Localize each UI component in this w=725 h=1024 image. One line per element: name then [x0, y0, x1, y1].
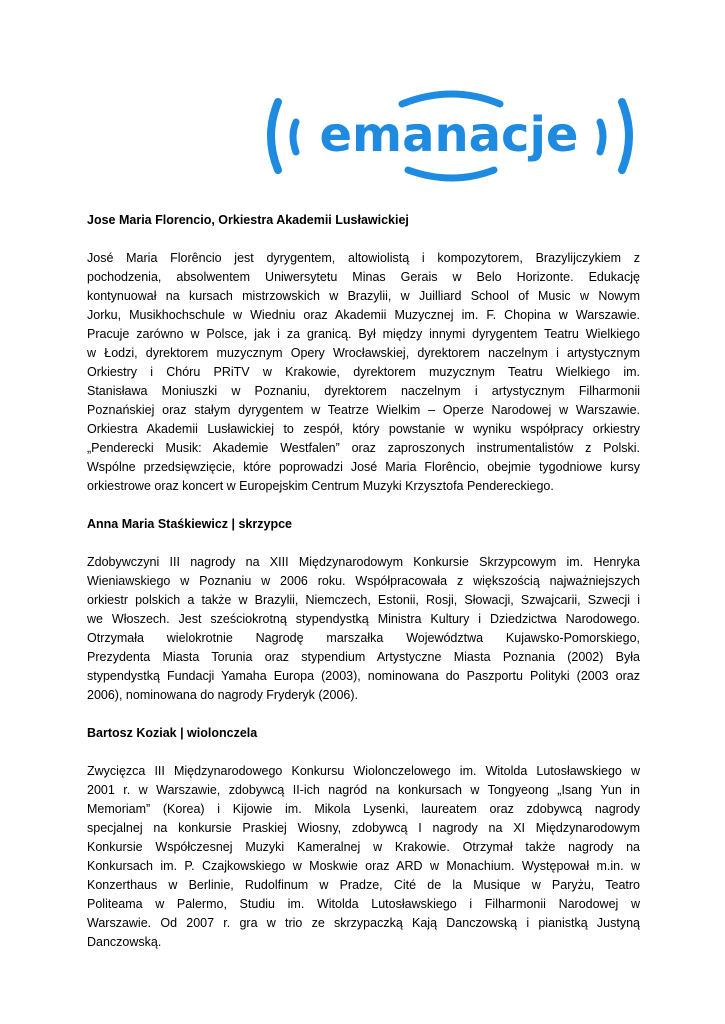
paragraph-line: „Penderecki Musik: Akademie Westfalen” oraz zaproszonych instrumentalistów z Polski.: [87, 441, 640, 455]
paragraph-line: w Łodzi, dyrektorem muzycznym Opery Wrocławskiej, dyrektorem naczelnym i artystycznym: [87, 346, 640, 360]
logo-arc-inner-left: [293, 122, 296, 152]
paragraph-line: Orkiestra Akademii Lusławickiej to zespół, który powstanie w wyniku współpracy orkiestry: [87, 422, 640, 436]
paragraph-line: orkiestrowe oraz koncert w Europejskim Centrum Muzyki Krzysztofa Pendereckiego.: [87, 479, 554, 493]
paragraph-line: Memoriam” (Korea) i Kijowie im. Mikola Lysenki, laureatem oraz zdobywcą nagrody: [87, 802, 640, 816]
paragraph-line: pochodzenia, absolwentem Uniwersytetu Minas Gerais w Belo Horizonte. Edukację: [87, 270, 640, 284]
paragraph-line: Danczowską.: [87, 935, 162, 949]
paragraph-line: Politeama w Palermo, Studiu im. Witolda Lutosławskiego i Filharmonii Narodowej w: [87, 897, 640, 911]
paragraph-line: Pracuje zarówno w Polsce, jak i za granicą. Był między innymi dyrygentem Teatru Wielkiego: [87, 327, 640, 341]
paragraph-line: kontynuował na kursach mistrzowskich w Brazylii, w Juilliard School of Music w Nowym: [87, 289, 640, 303]
paragraph-line: Konzerthaus w Berlinie, Rudolfinum w Pradze, Cité de la Musique w Paryżu, Teatro: [87, 878, 640, 892]
logo-arc-outer-right: [622, 102, 629, 170]
paragraph-line: Poznańskiej oraz stałym dyrygentem w Teatrze Wielkim – Operze Narodowej w Warszawie.: [87, 403, 640, 417]
emanacje-logo: [262, 90, 642, 182]
paragraph-line: 2001 r. w Warszawie, zdobywcą II-ich nagród na konkursach w Tongyeong „Isang Yun in: [87, 783, 640, 797]
emanacje-logo-graphic: [262, 90, 642, 182]
section-paragraph: [87, 249, 640, 496]
paragraph-line: Konkursach im. P. Czajkowskiego w Moskwie oraz ARD w Monachium. Występował m.in. w: [87, 859, 640, 873]
document-body: [87, 211, 640, 971]
logo-arc-outer-left: [271, 102, 278, 170]
paragraph-line: Stanisława Moniuszki w Poznaniu, dyrektorem naczelnym i artystycznym Filharmonii: [87, 384, 640, 398]
paragraph-line: Otrzymała wielokrotnie Nagrodę marszałka Województwa Kujawsko-Pomorskiego,: [87, 631, 640, 645]
paragraph-line: specjalnej na konkursie Praskiej Wiosny, zdobywcą I nagrody na XI Międzynarodowym: [87, 821, 640, 835]
section-paragraph: [87, 762, 640, 952]
paragraph-line: 2006), nominowana do nagrody Fryderyk (2006).: [87, 688, 358, 702]
paragraph-line: Konkursie Współczesnej Muzyki Kameralnej w Krakowie. Otrzymał także nagrody na: [87, 840, 640, 854]
logo-arc-inner-right: [600, 122, 603, 152]
logo-arc-bottom: [408, 170, 494, 178]
paragraph-line: stypendystką Fundacji Yamaha Europa (2003), nominowana do Paszportu Polityki (2003 oraz: [87, 669, 640, 683]
paragraph-line: Orkiestry i Chóru PRiTV w Krakowie, dyrektorem muzycznym Teatru Wielkiego im.: [87, 365, 640, 379]
logo-arc-top: [402, 94, 500, 104]
paragraph-line: Zwycięzca III Międzynarodowego Konkursu Wiolonczelowego im. Witolda Lutosławskiego w: [87, 764, 640, 778]
paragraph-line: orkiestr polskich a także w Brazylii, Niemczech, Estonii, Rosji, Słowacji, Szwajcarii, Szwecji i: [87, 593, 640, 607]
logo-text: emanacje: [319, 107, 579, 163]
section-heading: Jose Maria Florencio, Orkiestra Akademii Lusławickiej: [87, 213, 409, 227]
paragraph-line: José Maria Florêncio jest dyrygentem, altowiolistą i kompozytorem, Brazylijczykiem z: [87, 251, 640, 265]
paragraph-line: Jorku, Musikhochschule w Wiedniu oraz Akademii Muzycznej im. F. Chopina w Warszawie.: [87, 308, 640, 322]
paragraph-line: Wspólne przedsięwzięcie, które poprowadzi José Maria Florêncio, obejmie tygodniowe kursy: [87, 460, 640, 474]
paragraph-line: Prezydenta Miasta Torunia oraz stypendium Artystyczne Miasta Poznania (2002) Była: [87, 650, 640, 664]
paragraph-line: Warszawie. Od 2007 r. gra w trio ze skrzypaczką Kają Danczowską i pianistką Justyną: [87, 916, 640, 930]
paragraph-line: Zdobywczyni III nagrody na XIII Międzynarodowym Konkursie Skrzypcowym im. Henryka: [87, 555, 640, 569]
paragraph-line: we Włoszech. Jest sześciokrotną stypendystką Ministra Kultury i Dziedzictwa Narodowego.: [87, 612, 640, 626]
section-heading: Bartosz Koziak | wiolonczela: [87, 726, 258, 740]
section-heading: Anna Maria Staśkiewicz | skrzypce: [87, 517, 292, 531]
paragraph-line: Wieniawskiego w Poznaniu w 2006 roku. Współpracowała z większością najważniejszych: [87, 574, 640, 588]
section-paragraph: [87, 553, 640, 705]
